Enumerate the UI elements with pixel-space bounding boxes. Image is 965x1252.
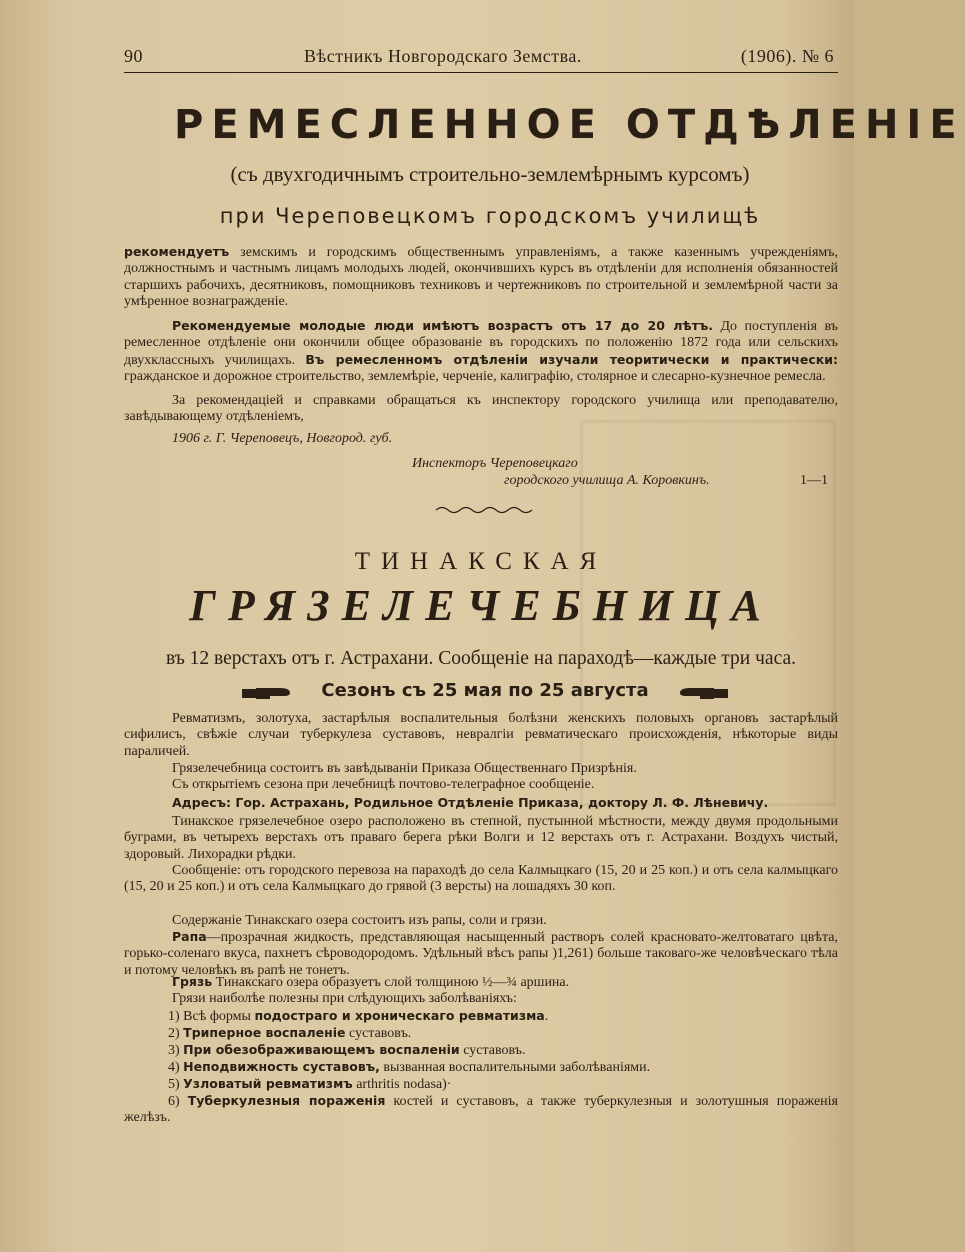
list-text: костей и суставовъ, а также туберкулезныя и золотушныя пораженія желѣзъ. xyxy=(124,1094,838,1126)
ad2-paragraph-7 xyxy=(124,929,838,979)
ad2-p7-text: —прозрачная жидкость, представляющая насыщенный растворъ солей красновато-желтоватаго цвѣта, горько-соленаго вкуса, пахнетъ сѣроводородомъ. Удѣльный вѣсъ рапы )1,261) больше таковаго-же человѣческаго тѣла и потому человѣкъ въ рапѣ не тонетъ. xyxy=(124,930,838,978)
list-text: Всѣ формы xyxy=(183,1009,255,1024)
ad2-paragraph-9: Грязи наиболѣе полезны при слѣдующихъ заболѣваніяхъ: xyxy=(172,991,517,1006)
list-number: 2) xyxy=(168,1026,180,1041)
ad1-place-date: 1906 г. Г. Череповецъ, Новгород. губ. xyxy=(172,431,393,446)
list-item xyxy=(168,1059,650,1076)
list-text-end: суставовъ. xyxy=(459,1043,526,1058)
list-number: 3) xyxy=(168,1043,180,1058)
list-item xyxy=(168,1076,451,1093)
ad2-p7-lead: Рапа xyxy=(172,929,207,944)
ad2-season-banner xyxy=(240,680,730,706)
pointing-hand-right-icon xyxy=(240,684,292,702)
ad2-p8-text: Тинакскаго озера образуетъ слой толщиною ½—¾ аршина. xyxy=(212,975,570,990)
ad1-p2-end: гражданское и дорожное строительство, землемѣріе, черченіе, калиграфію, столярное и слесарно-кузнечное ремесла. xyxy=(124,369,826,385)
header-rule xyxy=(124,72,838,73)
ad1-p1-lead: рекомендуетъ xyxy=(124,244,230,259)
wave-divider xyxy=(436,505,536,515)
ad1-signature-line-2: городского училища А. Коровкинъ. xyxy=(504,473,710,488)
ad1-insertion-mark: 1—1 xyxy=(800,473,828,488)
ad1-p1-text: земскимъ и городскимъ общественнымъ управленіямъ, а также казеннымъ учрежденіямъ, должностнымъ и частнымъ лицамъ молодыхъ людей, окончившихъ курсъ въ отдѣленіи для исполненія обязанностей старшихъ рабочихъ, десятниковъ, помощниковъ техниковъ и чертежниковъ по строительной и землемѣрной части за умѣренное вознагражденіе. xyxy=(124,245,838,310)
ad2-pretitle: ТИНАКСКАЯ xyxy=(354,548,608,575)
journal-title: Вѣстникъ Новгородскаго Земства. xyxy=(304,46,582,66)
ad1-p2-lead: Рекомендуемые молодые люди имѣютъ возрастъ отъ 17 до 20 лѣтъ. xyxy=(172,318,713,333)
ad1-location: при Череповецкомъ городскомъ училищѣ xyxy=(219,204,761,228)
ad2-address-text: Адресъ: Гор. Астрахань, Родильное Отдѣленіе Приказа, доктору Л. Ф. Лѣневичу. xyxy=(172,795,769,810)
ad2-paragraph-8 xyxy=(124,974,838,991)
pointing-hand-left-icon xyxy=(678,684,730,702)
ad2-p8-lead: Грязь xyxy=(172,974,213,989)
list-emphasis: Триперное воспаленіе xyxy=(183,1025,346,1040)
list-emphasis: Неподвижность суставовъ, xyxy=(183,1059,380,1074)
ad1-p2-emphasis: Въ ремесленномъ отдѣленіи изучали теоритически и практически: xyxy=(305,351,838,367)
list-text-end: . xyxy=(544,1009,549,1024)
list-number: 4) xyxy=(168,1060,180,1075)
ad2-paragraph-6: Содержаніе Тинакскаго озера состоитъ изъ рапы, соли и грязи. xyxy=(172,913,547,928)
ad1-paragraph-1 xyxy=(124,244,838,311)
ad1-title: РЕМЕСЛЕННОЕ ОТДѢЛЕНІЕ xyxy=(174,102,965,148)
list-emphasis: подостраго и хроническаго ревматизма xyxy=(254,1008,545,1023)
ad1-subtitle: (съ двухгодичнымъ строительно-землемѣрнымъ курсомъ) xyxy=(230,162,750,186)
ad2-paragraph-5: Сообщеніе: отъ городского перевоза на параходѣ до села Калмыцкаго (15, 20 и 25 коп.) и отъ села калмыцкаго (15, 20 и 25 коп.) и отъ села Калмыцкаго до грявой (3 версты) на лошадяхъ 30 коп. xyxy=(124,863,838,895)
list-text-end: суставовъ. xyxy=(345,1026,412,1041)
ad1-signature-line-1: Инспекторъ Череповецкаго xyxy=(412,456,578,471)
list-text-end: arthritis nodasa)· xyxy=(352,1077,452,1092)
list-emphasis: При обезображивающемъ воспаленіи xyxy=(183,1042,460,1057)
list-number: 1) xyxy=(168,1009,180,1024)
ad2-paragraph-1: Ревматизмъ, золотуха, застарѣлыя воспалительныя болѣзни женскихъ половыхъ органовъ застарѣлый сифилисъ, свѣжіе случаи туберкулеза суставовъ, невралгіи ревматическаго происхожденія, нѣкоторые виды параличей. xyxy=(124,711,838,759)
list-number: 6) xyxy=(168,1094,180,1109)
ad2-paragraph-3: Съ открытіемъ сезона при лечебницѣ почтово-телеграфное сообщеніе. xyxy=(172,777,595,792)
page-number: 90 xyxy=(124,46,143,66)
ad2-paragraph-2: Грязелечебница состоитъ въ завѣдываніи Приказа Общественнаго Призрѣнія. xyxy=(172,761,637,776)
list-number: 5) xyxy=(168,1077,180,1092)
list-item xyxy=(168,1025,411,1042)
list-emphasis: Туберкулезныя пораженія xyxy=(187,1093,386,1108)
issue-number: (1906). № 6 xyxy=(740,46,834,66)
list-item xyxy=(168,1008,548,1025)
ad2-paragraph-4: Тинакское грязелечебное озеро расположено въ степной, пустынной мѣстности, между двумя продольными буграми, въ четырехъ верстахъ отъ праваго берега рѣки Волги и 12 верстахъ отъ г. Астрахани. Воздухъ чистый, здоровый. Лихорадки рѣдки. xyxy=(124,814,838,862)
ad1-paragraph-2 xyxy=(124,318,838,386)
running-header xyxy=(124,46,834,74)
ad2-season: Сезонъ съ 25 мая по 25 августа xyxy=(321,680,649,701)
ad2-subtitle: въ 12 верстахъ отъ г. Астрахани. Сообщеніе на параходѣ—каждые три часа. xyxy=(165,648,796,669)
list-item xyxy=(168,1042,525,1059)
list-emphasis: Узловатый ревматизмъ xyxy=(183,1076,353,1091)
ad1-p2-mid: До поступленія въ ремесленное отдѣленіе они окончили общее образованіе въ городскихъ по положенію 1872 года или сельскихъ двухклассныхъ училищахъ. xyxy=(124,319,838,368)
list-text-end: вызванная воспалительными заболѣваніями. xyxy=(379,1060,651,1075)
ad2-title: ГРЯЗЕЛЕЧЕБНИЦА xyxy=(189,581,773,630)
ad2-address xyxy=(124,795,838,812)
list-item-6 xyxy=(124,1093,838,1127)
ad1-paragraph-3: За рекомендаціей и справками обращаться къ инспектору городского училища или преподавателю, завѣдывающему отдѣленіемъ, xyxy=(124,393,838,425)
